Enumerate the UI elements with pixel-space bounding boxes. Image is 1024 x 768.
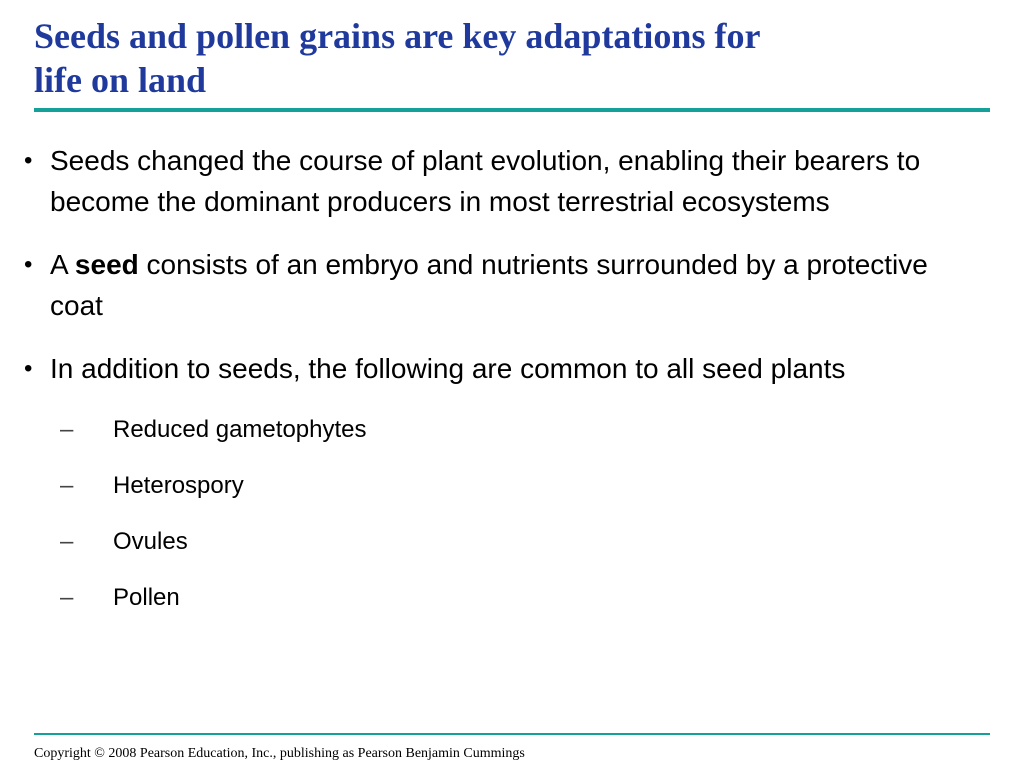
sub-bullet-item (24, 527, 984, 557)
bullet-text-prefix: A (50, 249, 75, 280)
bullet-text-emphasis: seed (74, 249, 139, 280)
slide-body (24, 140, 984, 639)
sub-bullet-text: Heterospory (113, 472, 244, 499)
dash-icon: – (60, 472, 74, 499)
dash-icon: – (60, 584, 74, 611)
bullet-text: In addition to seeds, the following are common to all seed plants (50, 353, 846, 384)
footer-divider (34, 733, 990, 735)
slide-title (34, 14, 974, 102)
sub-bullet-text: Pollen (113, 584, 180, 611)
bullet-icon: • (24, 355, 33, 382)
dash-icon: – (60, 416, 74, 443)
slide-title-line-2: life on land (34, 60, 207, 100)
sub-bullet-item (24, 583, 984, 613)
bullet-text-suffix: consists of an embryo and nutrients surrounded by a protective coat (50, 249, 928, 321)
bullet-item (24, 348, 984, 389)
sub-bullet-text: Reduced gametophytes (113, 416, 367, 443)
bullet-text (50, 244, 984, 326)
bullet-text: Seeds changed the course of plant evolution, enabling their bearers to become the dominant producers in most terrestrial ecosystems (50, 145, 921, 217)
sub-bullet-text: Ovules (113, 528, 188, 555)
bullet-icon: • (24, 147, 33, 174)
title-divider (34, 108, 990, 112)
sub-bullet-item (24, 471, 984, 501)
slide-title-line-1: Seeds and pollen grains are key adaptations for (34, 16, 761, 56)
bullet-item (24, 244, 984, 326)
bullet-icon: • (24, 251, 33, 278)
copyright-footer: Copyright © 2008 Pearson Education, Inc., publishing as Pearson Benjamin Cummings (34, 746, 525, 761)
bullet-item (24, 140, 984, 222)
dash-icon: – (60, 528, 74, 555)
sub-bullet-item (24, 415, 984, 445)
